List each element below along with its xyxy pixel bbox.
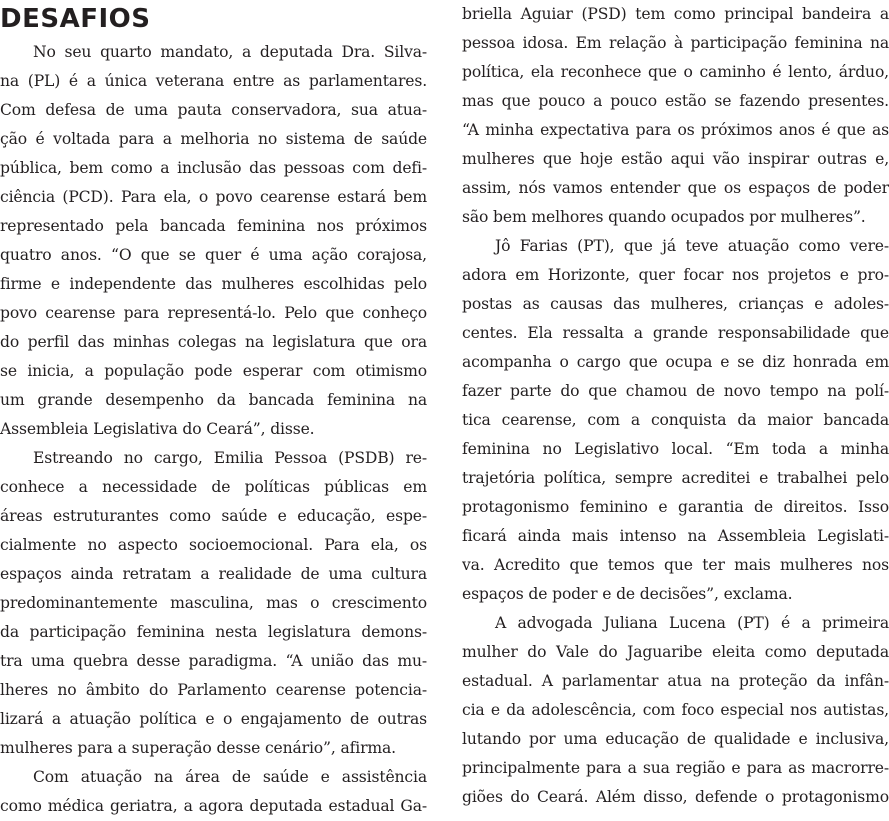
text-line: ciência (PCD). Para ela, o povo cearense estará bem (0, 188, 427, 206)
text-line: lutando por uma educação de qualidade e inclusiva, (462, 730, 889, 748)
text-line: Jô Farias (PT), que já teve atuação como vere- (495, 237, 889, 255)
text-line: Com atuação na área de saúde e assistência (33, 768, 427, 786)
text-line: se inicia, a população pode esperar com otimismo (0, 362, 427, 380)
text-line: da participação feminina nesta legislatura demons- (0, 623, 427, 641)
text-line: adora em Horizonte, quer focar nos projetos e pro- (462, 266, 889, 284)
text-line: centes. Ela ressalta a grande responsabilidade que (462, 324, 889, 342)
left-paragraphs (0, 38, 427, 821)
text-line: estadual. A parlamentar atua na proteção da infân- (462, 672, 889, 690)
text-line: como médica geriatra, a agora deputada estadual Ga- (0, 797, 427, 815)
left-column (0, 0, 427, 821)
text-line: fazer parte do que chamou de novo tempo na polí- (462, 382, 889, 400)
text-line: assim, nós vamos entender que os espaços de poder (462, 179, 889, 197)
text-line: trajetória política, sempre acreditei e trabalhei pelo (462, 469, 889, 487)
text-line: do perfil das minhas colegas na legislatura que ora (0, 333, 427, 351)
text-line: va. Acredito que temos que ter mais mulheres nos (462, 556, 889, 574)
text-line: acompanha o cargo que ocupa e se diz honrada em (462, 353, 889, 371)
text-line: quatro anos. “O que se quer é uma ação corajosa, (0, 246, 427, 264)
text-line: cia e da adolescência, com foco especial nos autistas, (462, 701, 889, 719)
text-line: No seu quarto mandato, a deputada Dra. Silva- (33, 43, 427, 61)
text-line: na (PL) é a única veterana entre as parlamentares. (0, 72, 427, 90)
text-line: A advogada Juliana Lucena (PT) é a primeira (495, 614, 889, 632)
text-line: mulheres para a superação desse cenário”, afirma. (0, 739, 396, 757)
text-line: tica cearense, com a conquista da maior bancada (462, 411, 889, 429)
text-line: espaços ainda retratam a realidade de uma cultura (0, 565, 427, 583)
text-line: postas as causas das mulheres, crianças e adoles- (462, 295, 889, 313)
text-line: ção é voltada para a melhoria no sistema de saúde (0, 130, 427, 148)
text-line: lheres no âmbito do Parlamento cearense potencia- (0, 681, 427, 699)
text-line: “A minha expectativa para os próximos anos é que as (462, 121, 889, 139)
right-column (462, 0, 889, 812)
text-line: Estreando no cargo, Emilia Pessoa (PSDB) re- (33, 449, 427, 467)
text-line: predominantemente masculina, mas o crescimento (0, 594, 427, 612)
text-line: Com defesa de uma pauta conservadora, sua atua- (0, 101, 427, 119)
text-line: um grande desempenho da bancada feminina na (0, 391, 427, 409)
text-line: principalmente para a sua região e para as macrorre- (462, 759, 889, 777)
text-line: pessoa idosa. Em relação à participação feminina na (462, 34, 889, 52)
text-line: conhece a necessidade de políticas públicas em (0, 478, 427, 496)
text-line: espaços de poder e de decisões”, exclama. (462, 585, 793, 603)
text-line: representado pela bancada feminina nos próximos (0, 217, 427, 235)
text-line: feminina no Legislativo local. “Em toda a minha (462, 440, 889, 458)
text-line: cialmente no aspecto socioemocional. Para ela, os (0, 536, 427, 554)
text-line: povo cearense para representá-lo. Pelo que conheço (0, 304, 427, 322)
text-line: ficará ainda mais intenso na Assembleia Legislati- (462, 527, 889, 545)
text-line: mulher do Vale do Jaguaribe eleita como deputada (462, 643, 889, 661)
section-heading: DESAFIOS (0, 4, 151, 34)
text-line: política, ela reconhece que o caminho é lento, árduo, (462, 63, 889, 81)
text-line: Assembleia Legislativa do Ceará”, disse. (0, 420, 315, 438)
text-line: briella Aguiar (PSD) tem como principal bandeira a (462, 5, 889, 23)
text-line: são bem melhores quando ocupados por mulheres”. (462, 208, 866, 226)
text-line: lizará a atuação política e o engajamento de outras (0, 710, 427, 728)
text-line: firme e independente das mulheres escolhidas pelo (0, 275, 427, 293)
text-line: áreas estruturantes como saúde e educação, espe- (0, 507, 427, 525)
text-line: mulheres que hoje estão aqui vão inspirar outras e, (462, 150, 889, 168)
text-line: tra uma quebra desse paradigma. “A união das mu- (0, 652, 427, 670)
text-line: giões do Ceará. Além disso, defende o protagonismo (462, 788, 889, 806)
text-line: protagonismo feminino e garantia de direitos. Isso (462, 498, 889, 516)
right-paragraphs (462, 0, 889, 812)
text-line: mas que pouco a pouco estão se fazendo presentes. (462, 92, 889, 110)
text-line: pública, bem como a inclusão das pessoas com defi- (0, 159, 427, 177)
